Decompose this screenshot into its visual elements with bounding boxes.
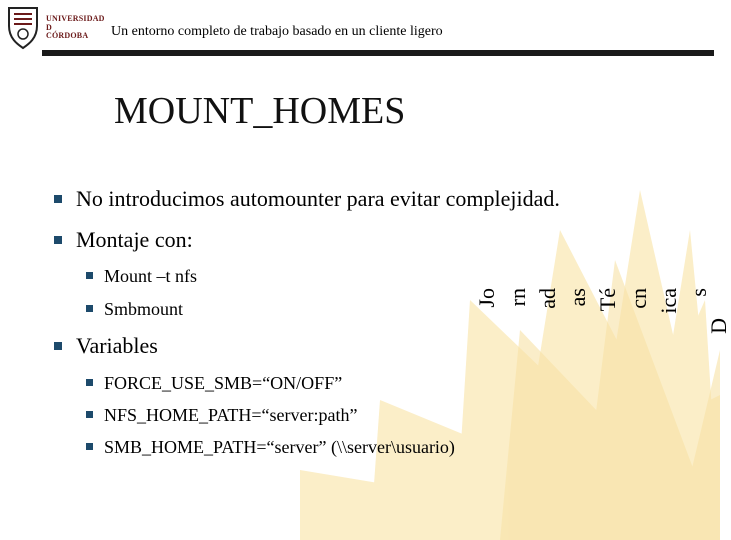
sub-bullet-item (86, 266, 197, 287)
vertical-text-fragment: ad (535, 288, 560, 309)
logo-line-1: UNIVERSIDAD (46, 14, 105, 23)
bullet-item (54, 227, 193, 253)
bullet-square-icon (86, 272, 93, 279)
vertical-text-fragment: ica (656, 288, 681, 314)
bullet-text: FORCE_USE_SMB=“ON/OFF” (104, 373, 343, 393)
bullet-text: Montaje con: (76, 227, 193, 252)
sub-bullet-item (86, 299, 183, 320)
logo-line-2: D (46, 22, 52, 32)
bullet-square-icon (86, 411, 93, 418)
logo-line-3: CÓRDOBA (46, 31, 89, 40)
university-logo (6, 6, 105, 50)
sub-bullet-item (86, 437, 455, 458)
vertical-text-fragment: s (686, 288, 711, 297)
bullet-text: NFS_HOME_PATH=“server:path” (104, 405, 358, 425)
vertical-text-fragment: D (706, 318, 731, 334)
bullet-text: No introducimos automounter para evitar complejidad. (76, 186, 560, 211)
header-title: Un entorno completo de trabajo basado en un cliente ligero (111, 24, 443, 39)
crest-icon (6, 6, 40, 50)
vertical-text-fragment: as (565, 288, 590, 307)
bullet-item (54, 186, 560, 212)
vertical-text-fragment: Jo (474, 288, 499, 308)
bullet-square-icon (86, 443, 93, 450)
bullet-text: Smbmount (104, 299, 184, 319)
bullet-square-icon (54, 195, 62, 203)
slide-title: MOUNT_HOMES (114, 90, 406, 132)
bullet-text: Variables (76, 333, 158, 358)
sub-bullet-item (86, 373, 342, 394)
vertical-text-fragment: Té (595, 288, 620, 312)
bullet-item (54, 333, 158, 359)
bullet-square-icon (86, 379, 93, 386)
bullet-square-icon (54, 342, 62, 350)
bullet-square-icon (86, 305, 93, 312)
sub-bullet-item (86, 405, 357, 426)
bullet-text: SMB_HOME_PATH=“server” (\\server\usuario) (104, 437, 455, 457)
header-divider (42, 50, 714, 56)
vertical-text-fragment: cn (626, 288, 651, 309)
bullet-text: Mount –t nfs (104, 266, 198, 286)
bullet-square-icon (54, 236, 62, 244)
vertical-text-fragment: rn (505, 288, 530, 307)
